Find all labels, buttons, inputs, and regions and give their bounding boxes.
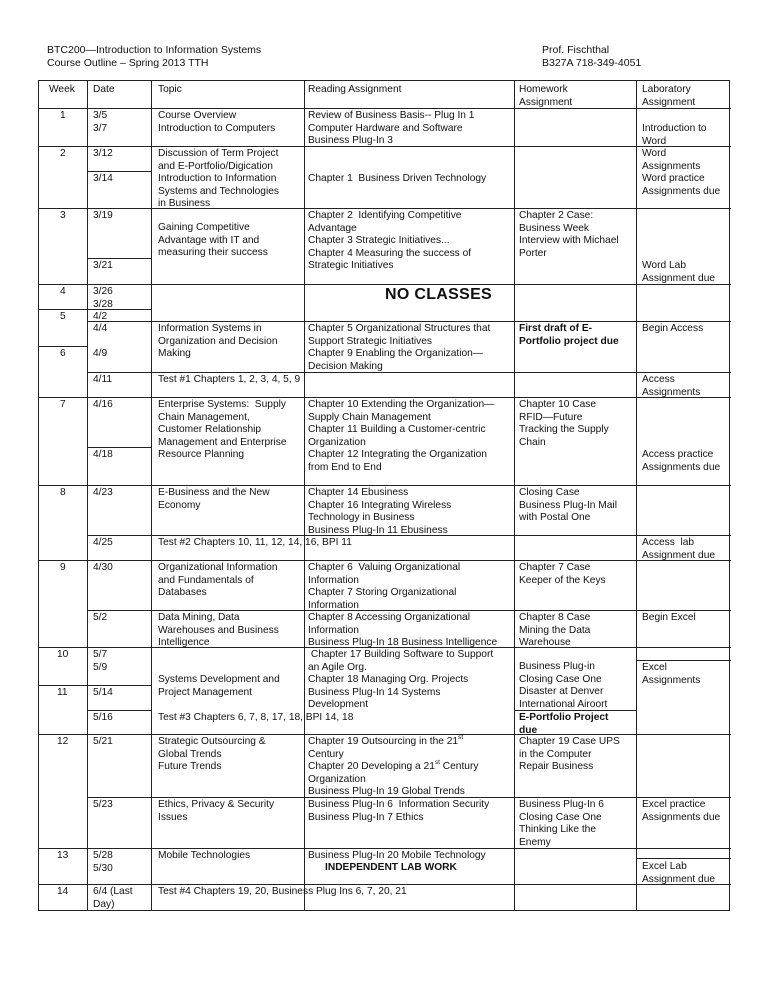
- class-date: 5/23: [93, 799, 113, 810]
- reading-text: Century: [308, 748, 344, 760]
- reading-text: Organization Business Plug-In 19 Global Trends: [308, 773, 465, 797]
- course-header: [47, 44, 261, 70]
- class-date: 3/21: [93, 260, 113, 271]
- topic-cell: Data Mining, Data Warehouses and Business Intelligence: [158, 612, 279, 648]
- lab-cell: Access practice Assignments due: [642, 449, 721, 473]
- reading-text: Chapter 20 Developing a 21: [308, 761, 435, 772]
- lab-cell: Excel practice Assignments due: [642, 799, 721, 823]
- lab-cell: Access lab Assignment due: [642, 537, 716, 561]
- date-divider: [87, 447, 151, 448]
- superscript: st: [458, 734, 464, 741]
- homework-cell: First draft of E- Portfolio project due: [519, 323, 619, 347]
- row-divider: [39, 884, 731, 885]
- col-divider: [304, 81, 305, 910]
- row-divider: [39, 848, 731, 849]
- week-number: 6: [60, 348, 66, 359]
- class-date: 4/18: [93, 449, 113, 460]
- reading-cell: Business Plug-In 20 Mobile Technology: [308, 850, 486, 861]
- row-divider: [39, 208, 731, 209]
- topic-cell: Systems Development and Project Management: [158, 674, 280, 698]
- week-number: 12: [57, 736, 69, 747]
- test-row: Test #2 Chapters 10, 11, 12, 14, 16, BPI 11: [158, 537, 352, 548]
- topic-cell: Strategic Outsourcing & Global Trends Future Trends: [158, 736, 266, 772]
- homework-cell: Business Plug-In 6 Closing Case One Thinking Like the Enemy: [519, 799, 604, 848]
- homework-cell: Chapter 2 Case: Business Week Interview with Michael Porter: [519, 210, 619, 259]
- class-date: 4/4: [93, 323, 108, 334]
- lab-cell: Excel Lab Assignment due: [642, 861, 716, 885]
- test-row: Test #1 Chapters 1, 2, 3, 4, 5, 9: [158, 374, 301, 385]
- topic-cell: Gaining Competitive Advantage with IT and measuring their success: [158, 222, 268, 258]
- row-divider: [39, 346, 87, 347]
- homework-cell: Chapter 7 Case Keeper of the Keys: [519, 562, 606, 586]
- lab-cell: Word practice Assignments due: [642, 173, 721, 197]
- course-outline-term: Course Outline – Spring 2013 TTH: [47, 57, 209, 69]
- row-divider: [39, 485, 731, 486]
- homework-cell: Business Plug-in Closing Case One Disaster at Denver International Airoort: [519, 661, 608, 710]
- topic-cell: Enterprise Systems: Supply Chain Management, Customer Relationship Management and Enterprise Resource Planning: [158, 399, 287, 460]
- reading-cell: Chapter 2 Identifying Competitive Advantage Chapter 3 Strategic Initiatives... Chapter 4 Measuring the success of Strategic Initiatives: [308, 210, 472, 271]
- no-classes-banner: NO CLASSES: [385, 286, 493, 303]
- week-number: 2: [60, 148, 66, 159]
- test-row: Test #4 Chapters 19, 20, Business Plug Ins 6, 7, 20, 21: [158, 886, 407, 897]
- class-date: 3/26 3/28 4/2: [93, 286, 113, 322]
- reading-cell: Chapter 8 Accessing Organizational Information Business Plug-In 18 Business Intelligence: [308, 612, 498, 648]
- reading-cell: Chapter 17 Building Software to Support an Agile Org. Chapter 18 Managing Org. Projects Business Plug-In 14 Systems Development: [308, 649, 494, 710]
- reading-text: Century: [439, 761, 479, 772]
- reading-cell: Chapter 6 Valuing Organizational Information Chapter 7 Storing Organizational Information: [308, 562, 461, 611]
- topic-cell: Mobile Technologies: [158, 850, 251, 861]
- class-date: 5/7 5/9: [93, 649, 108, 673]
- reading-cell: Review of Business Basis-- Plug In 1 Computer Hardware and Software Business Plug-In 3: [308, 110, 475, 146]
- class-date: 5/28 5/30: [93, 850, 113, 874]
- date-divider: [87, 171, 151, 172]
- lab-cell: Word Assignments: [642, 148, 701, 172]
- class-date: 3/14: [93, 173, 113, 184]
- week-number: 11: [57, 687, 68, 698]
- homework-cell: E-Portfolio Project due: [519, 712, 609, 736]
- topic-cell: E-Business and the New Economy: [158, 487, 270, 511]
- class-date: 5/16: [93, 712, 113, 723]
- reading-cell: [308, 736, 478, 799]
- row-divider: [87, 321, 731, 322]
- class-date: 6/4 (Last Day): [93, 886, 133, 910]
- superscript: st: [434, 759, 440, 766]
- class-date: 4/25: [93, 537, 113, 548]
- week-number: 9: [60, 562, 66, 573]
- week-number: 3: [60, 210, 66, 221]
- lab-cell: Begin Access: [642, 323, 704, 334]
- topic-cell: Organizational Information and Fundamentals of Databases: [158, 562, 278, 598]
- homework-cell: Chapter 8 Case Mining the Data Warehouse: [519, 612, 591, 648]
- class-date: 5/2: [93, 612, 108, 623]
- col-header-topic: Topic: [158, 84, 182, 95]
- course-title: BTC200—Introduction to Information Systems: [47, 44, 262, 56]
- date-divider: [87, 710, 151, 711]
- class-date: 4/9: [93, 348, 108, 359]
- class-date: 4/16: [93, 399, 113, 410]
- class-date: 5/14: [93, 687, 113, 698]
- col-header-date: Date: [93, 84, 115, 95]
- week-number: 8: [60, 487, 66, 498]
- reading-cell: Chapter 1 Business Driven Technology: [308, 173, 487, 184]
- reading-cell: Chapter 10 Extending the Organization— Supply Chain Management Chapter 11 Building a Customer-centric Organization Chapter 12 Integrating the Organization from End to End: [308, 399, 495, 473]
- schedule-table: [38, 80, 730, 911]
- week-number: 10: [57, 649, 69, 660]
- week-number: 14: [57, 886, 69, 897]
- homework-cell: Chapter 19 Case UPS in the Computer Repair Business: [519, 736, 620, 772]
- week-number: 5: [60, 311, 66, 322]
- col-divider: [87, 81, 88, 910]
- class-date: 4/30: [93, 562, 113, 573]
- lab-cell: Word Lab Assignment due: [642, 260, 716, 284]
- row-divider: [39, 108, 731, 109]
- independent-lab-work: INDEPENDENT LAB WORK: [325, 862, 457, 873]
- lab-cell: Access Assignments: [642, 374, 701, 398]
- reading-cell: Chapter 5 Organizational Structures that Support Strategic Initiatives Chapter 9 Enabling the Organization— Decision Making: [308, 323, 491, 372]
- test-row: Test #3 Chapters 6, 7, 8, 17, 18, BPI 14, 18: [158, 712, 354, 723]
- reading-cell: Chapter 14 Ebusiness Chapter 16 Integrating Wireless Technology in Business Business Plug-In 11 Ebusiness: [308, 487, 452, 536]
- topic-cell: Information Systems in Organization and Decision Making: [158, 323, 278, 359]
- topic-cell: Introduction to Information Systems and Technologies in Business: [158, 173, 279, 209]
- date-divider: [87, 258, 151, 259]
- row-divider: [39, 685, 151, 686]
- col-divider: [636, 81, 637, 910]
- col-header-week: Week: [49, 84, 75, 95]
- reading-cell: Business Plug-In 6 Information Security Business Plug-In 7 Ethics: [308, 799, 490, 823]
- class-date: 3/19: [93, 210, 113, 221]
- lab-cell: Excel Assignments: [642, 662, 701, 686]
- class-date: 5/21: [93, 736, 113, 747]
- instructor-name: Prof. Fischthal: [542, 44, 610, 56]
- week-number: 4: [60, 286, 66, 297]
- row-divider: [39, 397, 731, 398]
- lab-cell: Introduction to Word: [642, 123, 707, 147]
- homework-cell: Chapter 10 Case RFID—Future Tracking the Supply Chain: [519, 399, 609, 448]
- class-date: 4/11: [93, 374, 113, 385]
- week-number: 13: [57, 850, 69, 861]
- week-number: 1: [60, 110, 66, 121]
- row-divider: [636, 858, 731, 859]
- homework-cell: Closing Case Business Plug-In Mail with Postal One: [519, 487, 617, 523]
- row-divider: [39, 560, 731, 561]
- col-header-homework: Homework Assignment: [519, 84, 573, 108]
- class-date: 3/5 3/7: [93, 110, 108, 134]
- row-divider: [39, 734, 731, 735]
- topic-cell: Ethics, Privacy & Security Issues: [158, 799, 275, 823]
- class-date: 4/23: [93, 487, 113, 498]
- week-number: 7: [60, 399, 66, 410]
- topic-cell: Course Overview Introduction to Computers: [158, 110, 276, 134]
- instructor-header: [542, 44, 641, 70]
- row-divider: [636, 660, 731, 661]
- col-divider: [514, 81, 515, 910]
- col-header-lab: Laboratory Assignment: [642, 84, 696, 108]
- class-date: 3/12: [93, 148, 113, 159]
- col-divider: [151, 81, 152, 910]
- row-divider: [39, 284, 731, 285]
- lab-cell: Begin Excel: [642, 612, 696, 623]
- instructor-office: B327A 718-349-4051: [542, 57, 642, 69]
- topic-cell: Discussion of Term Project and E-Portfolio/Digication: [158, 148, 279, 172]
- reading-text: Chapter 19 Outsourcing in the 21: [308, 736, 459, 747]
- col-header-reading: Reading Assignment: [308, 84, 402, 95]
